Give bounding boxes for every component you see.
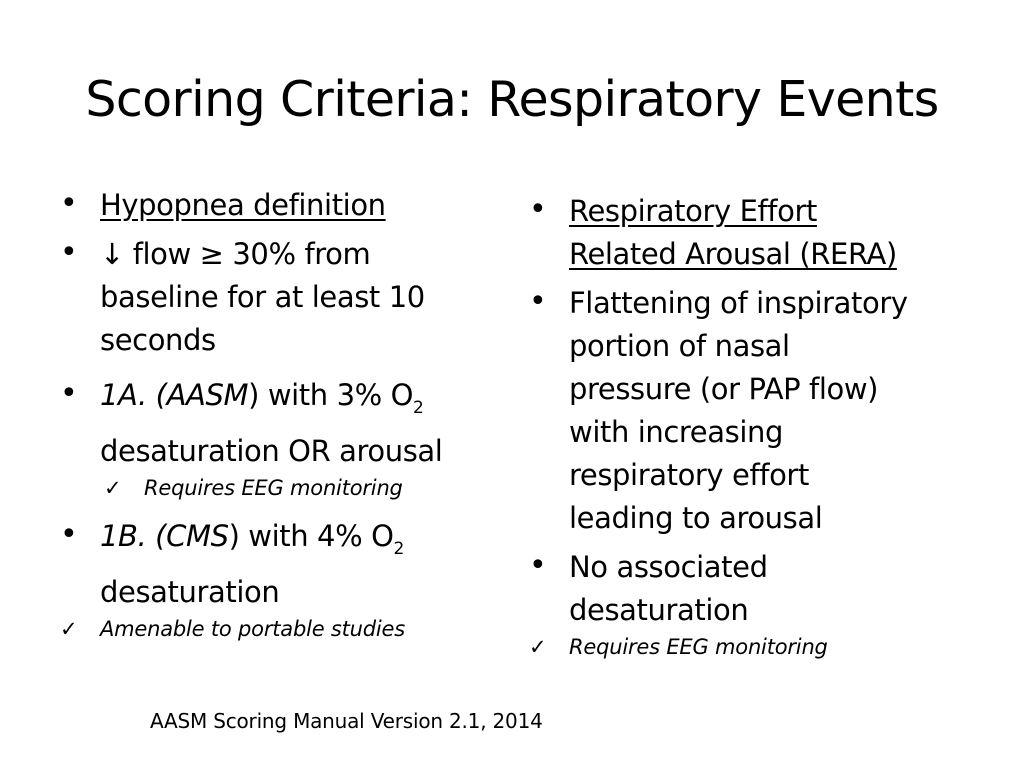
rera-heading-line: Respiratory Effort — [569, 194, 817, 228]
o2-subscript: 2 — [413, 398, 424, 418]
list-item-flow — [60, 233, 500, 362]
list-item-no-desaturation — [529, 546, 969, 632]
list-item-flattening — [529, 282, 969, 540]
list-item-1b — [60, 515, 500, 614]
o2-subscript: 2 — [393, 539, 404, 559]
bullet-icon: • — [60, 517, 78, 552]
flattening-text-line: respiratory effort — [569, 458, 809, 492]
criterion-1b-text: ) with 4% O — [228, 519, 394, 553]
rera-heading-line: Related Arousal (RERA) — [569, 237, 897, 271]
flattening-text-line: portion of nasal — [569, 329, 790, 363]
left-column — [60, 184, 500, 644]
bullet-icon: • — [529, 284, 547, 319]
no-desaturation-line: desaturation — [569, 593, 749, 627]
checkmark-icon: ✓ — [60, 617, 78, 641]
list-item-1a — [60, 374, 500, 473]
flattening-text-line: leading to arousal — [569, 501, 823, 535]
sub-item-eeg-note-right — [529, 632, 969, 662]
no-desaturation-line: No associated — [569, 550, 768, 584]
bullet-icon: • — [60, 376, 78, 411]
checkmark-icon: ✓ — [104, 476, 122, 500]
portable-note: Amenable to portable studies — [100, 617, 406, 641]
bullet-icon: • — [529, 192, 547, 227]
eeg-note: Requires EEG monitoring — [144, 476, 403, 500]
criterion-1a-label: 1A. (AASM — [100, 378, 249, 412]
flow-text-line: seconds — [100, 323, 216, 357]
right-column — [529, 190, 969, 662]
flattening-text-line: pressure (or PAP flow) — [569, 372, 879, 406]
list-item-hypopnea-heading — [60, 184, 500, 227]
criterion-1a-line2: desaturation OR arousal — [100, 434, 443, 468]
bullet-icon: • — [60, 235, 78, 270]
checkmark-icon: ✓ — [529, 635, 547, 659]
criterion-1a-text: ) with 3% O — [248, 378, 414, 412]
flow-text-line: baseline for at least 10 — [100, 280, 425, 314]
flow-text-line: ↓ flow ≥ 30% from — [100, 237, 371, 271]
criterion-1b-line — [100, 515, 500, 571]
flattening-text-line: Flattening of inspiratory — [569, 286, 908, 320]
criterion-1b-line2: desaturation — [100, 575, 280, 609]
hypopnea-heading: Hypopnea definition — [100, 188, 386, 222]
criterion-1b-label: 1B. (CMS — [100, 519, 229, 553]
list-item-rera-heading — [529, 190, 969, 276]
sub-item-portable-note — [60, 614, 500, 644]
bullet-icon: • — [529, 548, 547, 583]
criterion-1a-line — [100, 374, 500, 430]
flattening-text-line: with increasing — [569, 415, 783, 449]
slide-title: Scoring Criteria: Respiratory Events — [85, 71, 939, 128]
bullet-icon: • — [60, 186, 78, 221]
citation-footer: AASM Scoring Manual Version 2.1, 2014 — [150, 709, 543, 733]
sub-item-eeg-note — [60, 473, 500, 503]
eeg-note-right: Requires EEG monitoring — [569, 635, 828, 659]
